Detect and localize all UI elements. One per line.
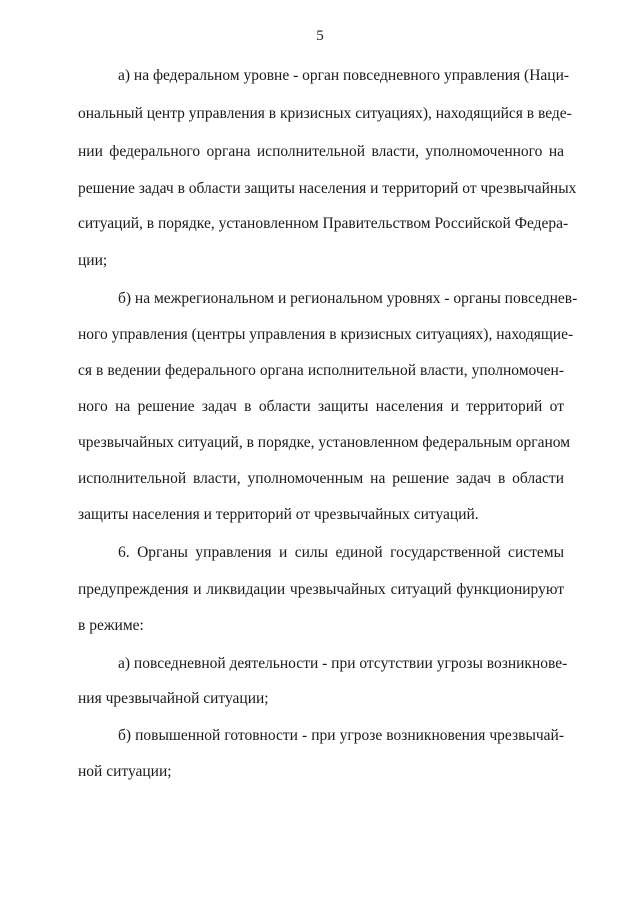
text-line: а) повседневной деятельности - при отсутствии угрозы возникнове- — [118, 655, 568, 672]
text-line: предупреждения и ликвидации чрезвычайных ситуаций функционируют — [78, 581, 564, 598]
text-line: чрезвычайных ситуаций, в порядке, установленном федеральным органом — [78, 434, 571, 451]
text-line: б) повышенной готовности - при угрозе возникновения чрезвычай- — [118, 727, 564, 744]
text-line: ного на решение задач в области защиты населения и территорий от — [78, 398, 564, 415]
text-line: ся в ведении федерального органа исполнительной власти, уполномочен- — [78, 362, 564, 379]
text-line: б) на межрегиональном и региональном уровнях - органы повседнев- — [118, 290, 578, 307]
text-line: ситуаций, в порядке, установленном Правительством Российской Федера- — [78, 215, 569, 232]
text-line: ции; — [78, 252, 108, 269]
text-line: ной ситуации; — [78, 763, 172, 780]
text-line: решение задач в области защиты населения и территорий от чрезвычайных — [78, 180, 577, 197]
text-line: 6. Органы управления и силы единой государственной системы — [118, 544, 564, 561]
text-line: а) на федеральном уровне - орган повседневного управления (Наци- — [118, 67, 570, 84]
text-line: защиты населения и территорий от чрезвычайных ситуаций. — [78, 506, 479, 523]
text-line: ональный центр управления в кризисных ситуациях), находящийся в веде- — [78, 105, 572, 122]
text-line: в режиме: — [78, 617, 144, 634]
text-line: исполнительной власти, уполномоченным на решение задач в области — [78, 470, 564, 487]
page-number: 5 — [316, 28, 324, 44]
text-line: нии федерального органа исполнительной власти, уполномоченного на — [78, 143, 564, 160]
text-line: ния чрезвычайной ситуации; — [78, 690, 269, 707]
text-line: ного управления (центры управления в кризисных ситуациях), находящие- — [78, 326, 574, 343]
